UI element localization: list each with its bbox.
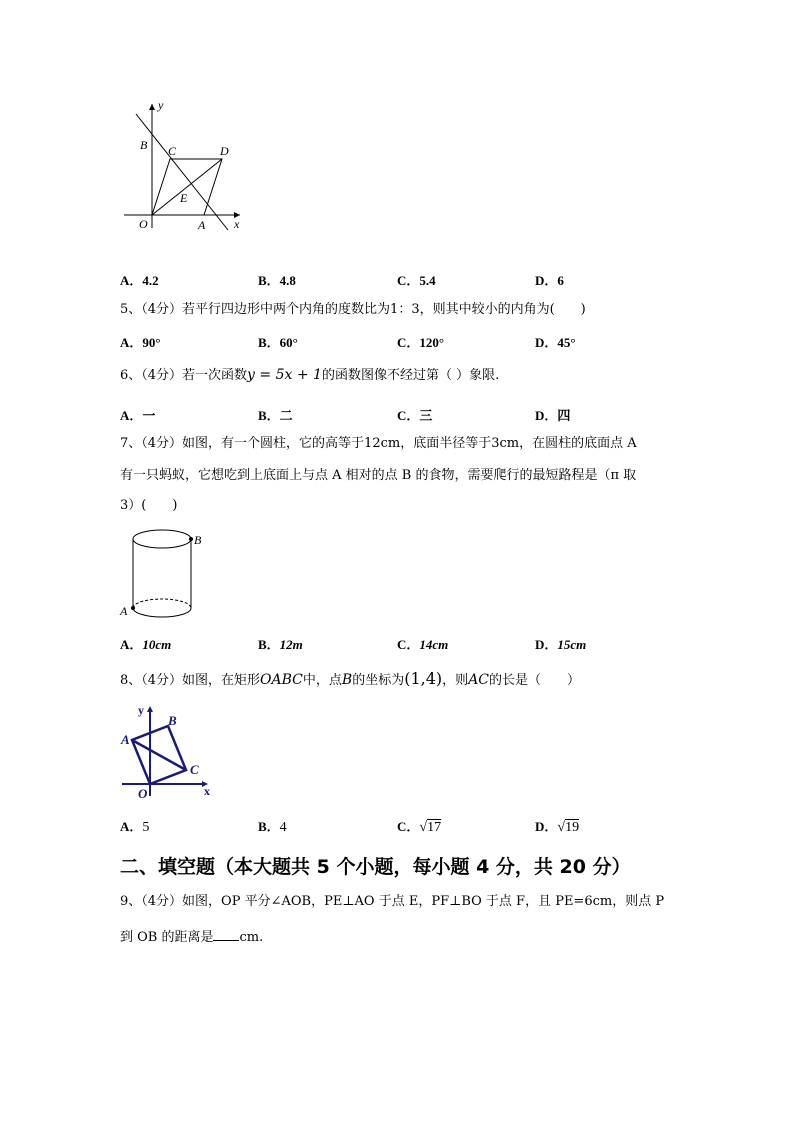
q8-seg: AC bbox=[468, 672, 490, 688]
q8-option-c-radicand: 17 bbox=[427, 820, 442, 835]
q8-prefix: 8、（4分）如图，在矩形 bbox=[120, 673, 261, 688]
q4-option-b[interactable]: B．4.8 bbox=[258, 273, 296, 288]
q9-line2-prefix: 到 OB 的距离是 bbox=[120, 930, 214, 945]
q9-answer-blank[interactable] bbox=[213, 928, 239, 941]
q8-point-b: B bbox=[341, 672, 353, 688]
q8-option-d-radicand: 19 bbox=[565, 820, 580, 835]
q7-line1: 7、（4分）如图，有一个圆柱，它的高等于12cm，底面半径等于3cm，在圆柱的底面点 A bbox=[120, 436, 637, 451]
q5-option-b[interactable]: B．60° bbox=[258, 335, 298, 350]
q8-mid2: 的坐标为 bbox=[352, 673, 405, 688]
q9-line1: 9、（4分）如图，OP 平分∠AOB，PE⊥AO 于点 E，PF⊥BO 于点 F，且 PE=6cm，则点 P bbox=[120, 894, 665, 909]
q5-option-d[interactable]: D．45° bbox=[535, 335, 576, 350]
fig1-label-c: C bbox=[168, 144, 177, 158]
q6-options bbox=[120, 405, 680, 423]
fig1-label-x: x bbox=[234, 217, 240, 231]
q7-option-b[interactable]: B．12m bbox=[258, 637, 303, 652]
q6-suffix: 的函数图像不经过第（ ）象限. bbox=[321, 368, 500, 383]
q8-rect: OABC bbox=[260, 672, 303, 688]
q8-option-d[interactable]: D．√19 bbox=[535, 819, 580, 835]
q6-option-d[interactable]: D．四 bbox=[535, 408, 571, 423]
q4-options bbox=[120, 270, 680, 288]
section-fill-in-title: 二、填空题（本大题共 5 个小题，每小题 4 分，共 20 分） bbox=[120, 856, 631, 878]
rect-label-x: x bbox=[204, 784, 210, 798]
q8-option-c[interactable]: C．√17 bbox=[397, 819, 442, 835]
q6-option-b[interactable]: B．二 bbox=[258, 408, 293, 423]
rect-label-y: y bbox=[138, 703, 144, 717]
q8-text bbox=[120, 671, 580, 689]
q8-coord: (1,4) bbox=[404, 669, 443, 688]
q6-text bbox=[120, 367, 499, 384]
rect-label-a: A bbox=[121, 732, 130, 747]
q5-options bbox=[120, 332, 680, 350]
rect-label-c: C bbox=[190, 762, 199, 777]
fig1-label-b: B bbox=[140, 138, 148, 152]
cyl-label-b: B bbox=[194, 533, 202, 547]
q6-prefix: 6、（4分）若一次函数 bbox=[120, 368, 248, 383]
fig1-label-y: y bbox=[158, 98, 164, 112]
q8-option-a[interactable]: A．5 bbox=[120, 819, 150, 835]
q6-option-a[interactable]: A．一 bbox=[120, 408, 156, 423]
rect-label-b: B bbox=[168, 713, 177, 728]
q8-suffix: 的长是（ ） bbox=[489, 673, 581, 688]
q7-line3: 3）( ) bbox=[120, 498, 178, 513]
figure-cylinder bbox=[116, 522, 216, 620]
q6-formula: y = 5x + 1 bbox=[247, 367, 322, 383]
q5-option-a[interactable]: A．90° bbox=[120, 335, 161, 350]
q7-option-d[interactable]: D．15cm bbox=[535, 637, 587, 652]
figure-parallelogram-coordinate bbox=[118, 98, 248, 233]
q7-line2: 有一只蚂蚁，它想吃到上底面上与点 A 相对的点 B 的食物，需要爬行的最短路程是（π 取 bbox=[120, 468, 637, 483]
cyl-label-a: A bbox=[120, 604, 128, 618]
fig1-label-o: O bbox=[139, 217, 148, 231]
q8-options bbox=[120, 816, 680, 834]
q5-option-c[interactable]: C．120° bbox=[397, 335, 445, 350]
q8-mid1: 中，点 bbox=[302, 673, 342, 688]
fig1-label-a: A bbox=[198, 218, 206, 232]
q7-options bbox=[120, 634, 680, 652]
q6-option-c[interactable]: C．三 bbox=[397, 408, 433, 423]
q7-option-c[interactable]: C．14cm bbox=[397, 637, 449, 652]
q4-option-a[interactable]: A．4.2 bbox=[120, 273, 159, 288]
fig1-label-e: E bbox=[180, 191, 188, 205]
q9-line2 bbox=[120, 928, 263, 946]
q4-option-d[interactable]: D．6 bbox=[535, 273, 564, 288]
figure-rectangle-oabc bbox=[118, 700, 218, 802]
q5-text: 5、（4分）若平行四边形中两个内角的度数比为1：3，则其中较小的内角为( ) bbox=[120, 302, 586, 317]
q8-mid3: ，则 bbox=[442, 673, 469, 688]
q7-option-a[interactable]: A．10cm bbox=[120, 637, 172, 652]
fig1-label-d: D bbox=[220, 144, 229, 158]
q4-option-c[interactable]: C．5.4 bbox=[397, 273, 436, 288]
q9-line2-suffix: cm. bbox=[239, 930, 264, 945]
q8-option-b[interactable]: B．4 bbox=[258, 819, 287, 835]
rect-label-o: O bbox=[138, 786, 148, 801]
